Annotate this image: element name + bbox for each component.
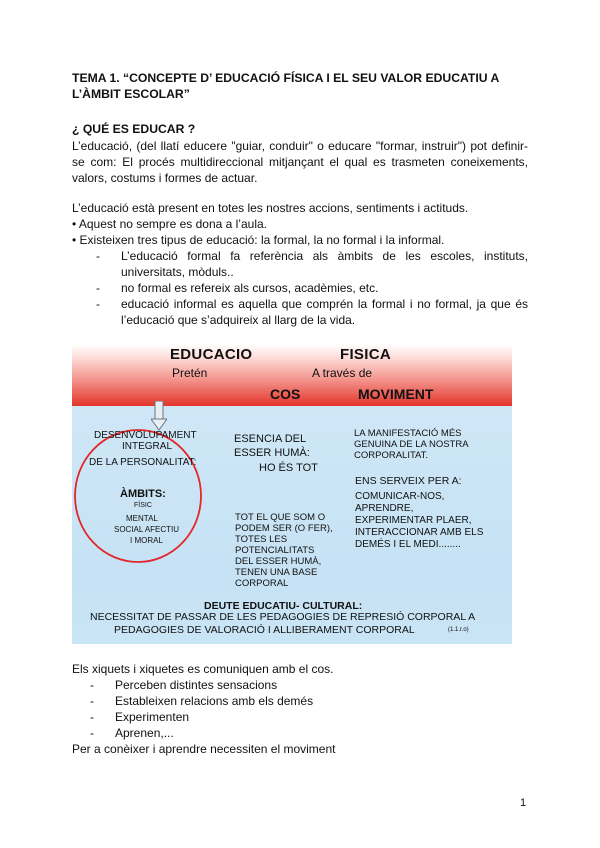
dash-marker: - xyxy=(96,297,100,311)
diagram-fisica: FISICA xyxy=(340,346,391,363)
dash-marker: - xyxy=(96,281,100,295)
diagram-moviment: MOVIMENT xyxy=(358,386,434,402)
dash-list-item xyxy=(90,693,522,709)
paragraph-definition: L’educació, (del llatí educere "guiar, conduir" o educare "formar, instruir") pot definir-se com: El procés multidireccional mitjançant el qual es trasmeten coneixements, valors, costums i formes de actuar. xyxy=(72,139,528,185)
paragraph-movement: Per a conèixer i aprendre necessiten el moviment xyxy=(72,742,336,756)
tot-el-que-line: PODEM SER (O FER), xyxy=(235,523,333,534)
section-heading: ¿ QUÉ ES EDUCAR ? xyxy=(72,122,196,136)
desenvolupament-line: DE LA PERSONALITAT: xyxy=(89,457,197,468)
ambit-item: SOCIAL AFECTIU xyxy=(114,525,180,534)
dash-item-text: no formal es refereix als cursos, acadèmies, etc. xyxy=(121,281,379,295)
dash-item-text: Estableixen relacions amb els demés xyxy=(115,694,314,708)
ambit-item: FÍSIC xyxy=(134,502,152,509)
dash-item-text: educació informal es aquella que comprén la formal i no formal, ja que és l’educació que s’adquireix al llarg de la vida. xyxy=(121,297,528,327)
ens-serveix: ENS SERVEIX PER A: xyxy=(355,475,462,487)
serveix-item: APRENDRE, xyxy=(355,503,414,514)
diagram-cos: COS xyxy=(270,386,301,402)
serveix-item: INTERACCIONAR AMB ELS xyxy=(355,527,484,538)
diagram-educacio: EDUCACIO xyxy=(170,346,253,363)
deute-small-note: (1.1.r.o) xyxy=(448,627,469,633)
desenvolupament-line: DESENVOLUPAMENT xyxy=(94,430,197,441)
tot-el-que-line: POTENCIALITATS xyxy=(235,545,315,556)
dash-item-text: L’educació formal fa referència als àmbits de les escoles, instituts, universitats, mòduls.. xyxy=(121,249,528,279)
serveix-item: DEMÉS I EL MEDI........ xyxy=(355,539,461,550)
ambit-item: MENTAL xyxy=(126,514,158,523)
diagram-a-traves: A través de xyxy=(312,366,373,380)
deute-title: DEUTE EDUCATIU- CULTURAL: xyxy=(204,600,363,612)
dash-list-item xyxy=(90,709,522,725)
dash-marker: - xyxy=(90,726,94,740)
ambit-item: I MORAL xyxy=(130,536,163,545)
desenvolupament-line: INTEGRAL xyxy=(122,441,173,452)
ambits-title: ÀMBITS: xyxy=(120,488,166,500)
educacio-fisica-diagram xyxy=(72,344,512,644)
dash-list-item xyxy=(96,280,528,296)
manifestacio-line: LA MANIFESTACIÓ MÉS xyxy=(354,428,462,439)
paragraph-presence: L’educació està present en totes les nostres accions, sentiments i actituds. xyxy=(72,201,469,215)
dash-item-text: Aprenen,... xyxy=(115,726,174,740)
esencia-line: ESSER HUMÀ: xyxy=(234,447,310,459)
manifestacio-line: GENUINA DE LA NOSTRA xyxy=(354,439,469,450)
document-title: TEMA 1. “CONCEPTE D’ EDUCACIÓ FÍSICA I EL SEU VALOR EDUCATIU A L’ÀMBIT ESCOLAR” xyxy=(72,71,499,101)
dash-list-item xyxy=(96,296,528,328)
page-number: 1 xyxy=(520,797,527,809)
serveix-item: EXPERIMENTAR PLAER, xyxy=(355,515,472,526)
tot-el-que-line: TOT EL QUE SOM O xyxy=(235,512,326,523)
tot-el-que-line: CORPORAL xyxy=(235,578,289,589)
dash-list-item xyxy=(90,725,522,741)
bullet-item: • Existeixen tres tipus de educació: la formal, la no formal i la informal. xyxy=(72,233,445,247)
ho-es-tot: HO ÉS TOT xyxy=(259,462,318,474)
tot-el-que-line: DEL ESSER HUMÀ, xyxy=(235,556,322,567)
paragraph-children: Els xiquets i xiquetes es comuniquen amb el cos. xyxy=(72,662,334,676)
manifestacio-line: CORPORALITAT. xyxy=(354,450,429,461)
dash-item-text: Perceben distintes sensacions xyxy=(115,678,278,692)
dash-marker: - xyxy=(90,710,94,724)
dash-marker: - xyxy=(96,249,100,263)
deute-line: PEDAGOGIES DE VALORACIÓ I ALLIBERAMENT CORPORAL xyxy=(114,624,415,636)
dash-marker: - xyxy=(90,694,94,708)
dash-list-item xyxy=(96,248,528,280)
deute-line: NECESSITAT DE PASSAR DE LES PEDAGOGIES DE REPRESIÓ CORPORAL A xyxy=(90,611,476,623)
esencia-line: ESENCIA DEL xyxy=(234,433,307,445)
tot-el-que-line: TOTES LES xyxy=(235,534,288,545)
dash-list-item xyxy=(90,677,522,693)
dash-marker: - xyxy=(90,678,94,692)
dash-item-text: Experimenten xyxy=(115,710,190,724)
serveix-item: COMUNICAR-NOS, xyxy=(355,491,445,502)
bullet-item: • Aquest no sempre es dona a l’aula. xyxy=(72,217,267,231)
diagram-preten: Pretén xyxy=(172,366,208,380)
tot-el-que-line: TENEN UNA BASE xyxy=(235,567,318,578)
